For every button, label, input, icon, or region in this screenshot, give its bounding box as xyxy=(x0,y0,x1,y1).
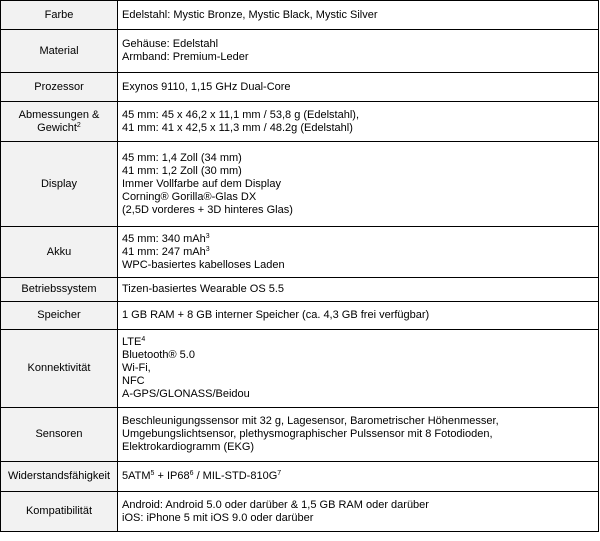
value-line: Wi-Fi, xyxy=(122,362,151,374)
value-line: Bluetooth® 5.0 xyxy=(122,349,195,361)
footnote-mark: 6 xyxy=(189,470,194,477)
value-line: LTE$^4$ xyxy=(122,336,146,348)
label-line: Abmessungen & xyxy=(18,108,100,121)
row-speicher xyxy=(1,302,599,330)
value-line: 41 mm: 247 mAh$^3$ xyxy=(122,245,210,258)
row-widerstand xyxy=(1,462,599,492)
row-farbe xyxy=(1,1,599,30)
row-value xyxy=(118,142,599,227)
value-line: Elektrokardiogramm (EKG) xyxy=(122,441,255,453)
value-line: Android: Android 5.0 oder darüber & 1,5 GB RAM oder darüber xyxy=(122,498,429,511)
footnote-mark: 2 xyxy=(76,121,81,129)
row-label: Prozessor xyxy=(1,73,118,102)
footnote-mark: 7 xyxy=(277,470,282,477)
row-label: Betriebssystem xyxy=(1,278,118,302)
value-line: 45 mm: 45 x 46,2 x 11,1 mm / 53,8 g (Edelstahl), xyxy=(122,108,360,121)
value-line: 41 mm: 1,2 Zoll (30 mm) xyxy=(122,164,242,177)
row-abmessungen xyxy=(1,102,599,142)
row-label: Widerstandsfähigkeit xyxy=(1,462,118,492)
value-line: 45 mm: 1,4 Zoll (34 mm) xyxy=(122,151,242,164)
row-value xyxy=(118,30,599,73)
value-line: Corning® Gorilla®-Glas DX xyxy=(122,190,257,203)
row-material xyxy=(1,30,599,73)
row-akku xyxy=(1,227,599,278)
label-line: Gewicht xyxy=(37,121,77,134)
value-line: $5ATM^5 + IP68^6 / MIL-STD-810G^7$ xyxy=(122,470,282,482)
value-line: Gehäuse: Edelstahl xyxy=(122,38,219,50)
footnote-mark: 4 xyxy=(141,336,146,343)
value-line: Armband: Premium-Leder xyxy=(122,51,249,63)
value-line: Tizen-basiertes Wearable OS 5.5 xyxy=(122,283,285,295)
value-line: Umgebungslichtsensor, plethysmographischer Pulssensor mit 8 Fotodioden, xyxy=(122,428,493,440)
value-line: A-GPS/GLONASS/Beidou xyxy=(122,388,250,400)
row-display xyxy=(1,142,599,227)
value-line: 1 GB RAM + 8 GB interner Speicher (ca. 4,3 GB frei verfügbar) xyxy=(122,309,430,321)
value-line: Immer Vollfarbe auf dem Display xyxy=(122,177,281,190)
row-value xyxy=(118,1,599,30)
value-line: Edelstahl: Mystic Bronze, Mystic Black, Mystic Silver xyxy=(122,8,378,21)
row-value xyxy=(118,330,599,408)
row-betriebssystem xyxy=(1,278,599,302)
value-line: iOS: iPhone 5 mit iOS 9.0 oder darüber xyxy=(122,511,314,524)
row-label: Material xyxy=(1,30,118,73)
value-line: NFC xyxy=(122,375,145,387)
row-value xyxy=(118,408,599,462)
row-label: Kompatibilität xyxy=(1,492,118,532)
row-label: Konnektivität xyxy=(1,330,118,408)
row-value xyxy=(118,102,599,142)
row-label: Speicher xyxy=(1,302,118,330)
row-prozessor xyxy=(1,73,599,102)
row-value xyxy=(118,227,599,278)
row-value xyxy=(118,73,599,102)
footnote-mark: 3 xyxy=(205,232,210,240)
row-label: Akku xyxy=(1,227,118,278)
value-line: 41 mm: 41 x 42,5 x 11,3 mm / 48.2g (Edelstahl) xyxy=(122,121,353,134)
row-label: Farbe xyxy=(1,1,118,30)
row-sensoren xyxy=(1,408,599,462)
row-konnektivitaet xyxy=(1,330,599,408)
footnote-mark: 5 xyxy=(150,470,155,477)
value-line: Beschleunigungssensor mit 32 g, Lagesensor, Barometrischer Höhenmesser, xyxy=(122,415,499,427)
row-value xyxy=(118,278,599,302)
row-label: Sensoren xyxy=(1,408,118,462)
row-value xyxy=(118,492,599,532)
value-line: 45 mm: 340 mAh$^3$ xyxy=(122,232,210,245)
value-line: WPC-basiertes kabelloses Laden xyxy=(122,258,285,271)
row-kompatibilitaet xyxy=(1,492,599,532)
row-value xyxy=(118,462,599,492)
row-label: Display xyxy=(1,142,118,227)
value-line: (2,5D vorderes + 3D hinteres Glas) xyxy=(122,203,293,216)
row-value xyxy=(118,302,599,330)
footnote-mark: 3 xyxy=(205,245,210,253)
row-label xyxy=(1,102,118,142)
value-line: Exynos 9110, 1,15 GHz Dual-Core xyxy=(122,80,291,93)
